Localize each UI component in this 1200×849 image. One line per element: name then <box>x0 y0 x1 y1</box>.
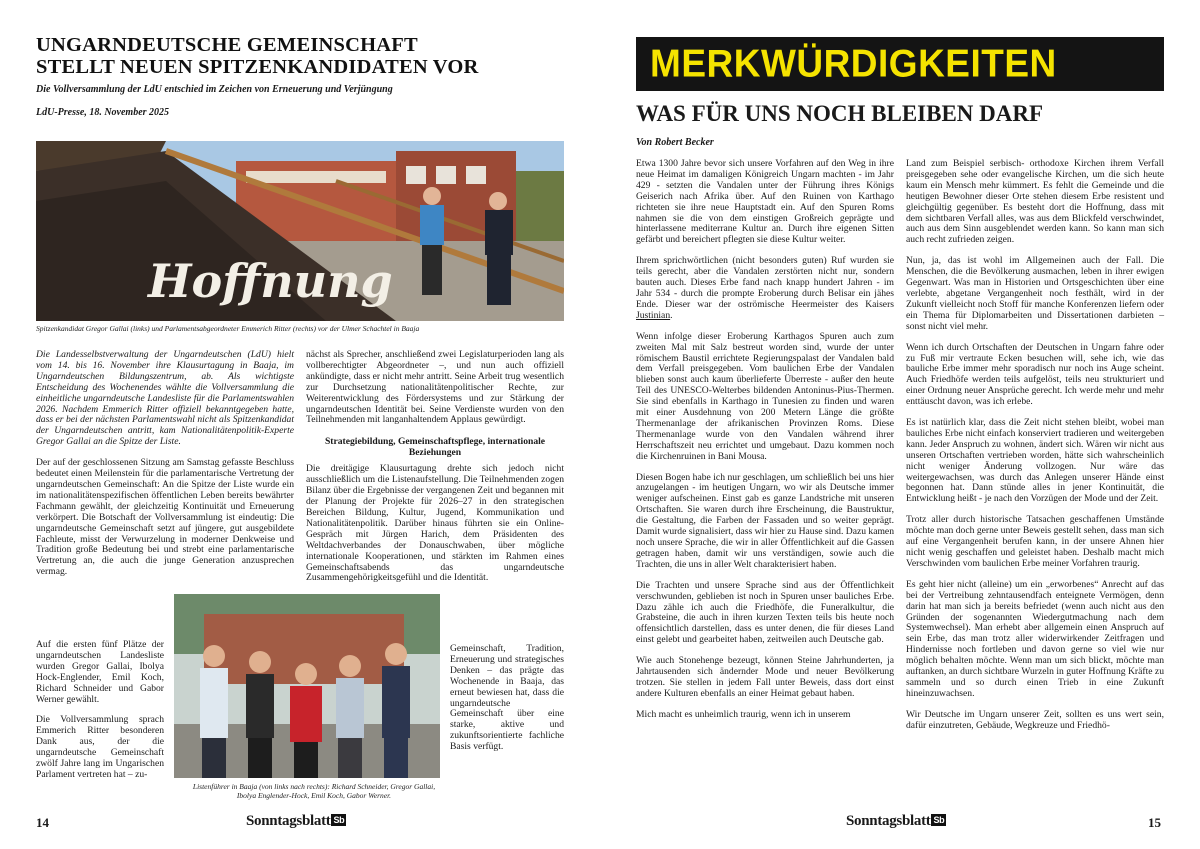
right-brand-badge: Sb <box>933 815 945 825</box>
right-col2-paragraph-4: Es ist natürlich klar, dass die Zeit nicht stehen bleibt, wobei man bauliches Erbe nicht einfach konserviert tradieren und weitergeben kann. Jeder Anspruch zu wohnen, ändert sich. Wären wir nicht aus unseren Ortschaften vertrieben worden, hätte sich wahrscheinlich nicht weniger Änderung vollzogen. Nur wäre das weitergewachsen, was durch das Anlegen unserer Hände einst begonnen hat. Dann stünde alles in jener Kontinuität, die Entwicklung heißt - je nach den Vorzügen der Mode und der Zeit. <box>906 417 1164 505</box>
left-column-1 <box>36 350 294 588</box>
boat-photo-illustration <box>36 141 564 321</box>
left-column-2 <box>306 350 564 624</box>
left-paragraph-2: Der auf der geschlossenen Sitzung am Samstag gefasste Beschluss bedeutet einen Meilenstein für die parlamentarische Vertretung der ungarndeutschen Gemeinschaft: An die Spitze der Liste wurde ein im nationalitätenspezifischen öffentlichen Leben bereits bewährter Fachmann gewählt, der gleichzeitig Kontinuität und Erneuerung verkörpert. Die Botschaft der Vollversammlung ist eindeutig: Die ungarndeutsche Gemeinschaft setzt auf jüngere, gut ausgebildete Fachleute, misst der Verwurzelung in moderner Denkweise und Tradition große Bedeutung bei und strebt eine parlamentarische Vertretung an, die auch die junge Generation anzusprechen vermag. <box>36 457 294 578</box>
right-col1-paragraph-7: Mich macht es unheimlich traurig, wenn ich in unserem <box>636 708 851 720</box>
left-header <box>36 34 564 118</box>
right-brand-logo <box>846 813 946 830</box>
group-photo <box>174 594 440 778</box>
right-col1-paragraph-6: Wie auch Stonehenge bezeugt, können Steine Jahrhunderten, ja Jahrtausenden sich ändernder Mode und neuer Bevölkerung trotzen. Sie stellen in jedem Fall unter Beweis, dass dort einst andere Kulturen ebenfalls an einer Heimat gebaut haben. <box>636 655 894 699</box>
group-photo-caption-line2: Ibolya Englender-Hock, Emil Koch, Gabor Werner. <box>236 791 392 800</box>
left-headline-line1: UNGARNDEUTSCHE GEMEINSCHAFT <box>36 34 418 56</box>
left-paragraph-3: Auf die ersten fünf Plätze der ungarndeutschen Landesliste wurden Gregor Gallai, Ibolya Hock-Englender, Emil Koch, Richard Schneider und Gabor Werner gewählt. <box>36 639 164 705</box>
left-page-number: 14 <box>36 815 49 830</box>
left-subline: Die Vollversammlung der LdU entschied im Zeichen von Erneuerung und Verjüngung <box>36 84 393 95</box>
left-brand-badge: Sb <box>333 815 345 825</box>
section-banner-title: MERKWÜRDIGKEITEN <box>650 41 1057 85</box>
boat-photo <box>36 141 564 321</box>
right-byline: Von Robert Becker <box>636 137 714 148</box>
right-col1-paragraph-2-text: Ihrem sprichwörtlichen (nicht besonders guten) Ruf wurden sie teils gerecht, aber die Vandalen zerstörten nicht nur, sondern bauten auch. Dieses Erbe fand nach knapp hundert Jahren - im Jahr 534 - durch die prompte Eroberung durch Belisar ein jähes Ende. Dieser war der oströmische Heermeister des Kaisers <box>636 255 894 310</box>
right-col2-paragraph-5: Trotz aller durch historische Tatsachen geschaffenen Umstände möchte man doch gerne unter Beweis gestellt sehen, dass man sich auf eine Vergangenheit berufen kann, in der unsere Ahnen hier nicht wenig geschaffen und geleistet haben. Deshalb macht mich Verschwinden vom baulichen Erbe meiner Vorfahren traurig. <box>906 514 1164 569</box>
right-col2-paragraph-3: Wenn ich durch Ortschaften der Deutschen in Ungarn fahre oder zu Fuß mir vertraute Ecken besuchen will, sehe ich, wie das bauliche Erbe immer mehr sporadisch nur noch ins Auge scheint. Auch Friedhöfe werden teils aufgelöst, teils neu strukturiert und einer Ordnung neuer Ansprüche gerecht. Ich werde mehr und mehr enttäuscht davon, was ich erlebe. <box>906 341 1164 408</box>
left-column-1-narrow <box>36 640 164 791</box>
justinian-link[interactable]: Justinian <box>636 309 671 321</box>
left-dateline: LdU-Presse, 18. November 2025 <box>36 107 170 118</box>
right-headline: WAS FÜR UNS NOCH BLEIBEN DARF <box>636 101 1044 126</box>
left-brand-logo <box>246 813 346 830</box>
left-col2-paragraph-1: nächst als Sprecher, anschließend zwei Legislaturperioden lang als vollberechtigter Abgeordneter –, und nun auch offiziell ankündigte, dass er nicht mehr antritt. Seine Arbeit trug wesentlich zur Durchsetzung nationalitätenpolitischer Rechte, zur Weiterentwicklung des Fördersystems und zur Stärkung der ungarndeutschen Identität bei. Seine Verdienste wurden von den Teilnehmenden mit langanhaltendem Applaus gewürdigt. <box>306 349 564 426</box>
left-column-2-narrow <box>450 644 564 763</box>
left-section-heading: Strategiebildung, Gemeinschaftspflege, internationale Beziehungen <box>324 436 546 459</box>
group-photo-illustration <box>174 594 440 778</box>
right-col1-paragraph-3: Wenn infolge dieser Eroberung Karthagos Spuren auch zum zweiten Mal mit Salz bestreut worden sind, wurde der unter römischem Baustil errichtete Regierungspalast der Vandalen bald dem Verfall preisgegeben. Vom baulichen Erbe der Vandalen blieben sonst auch kaum überlieferte Überreste - außer den heute Teil des UNESCO-Welterbes bildenden Antoninus-Pius-Thermen. Sie sind ebenfalls in Karthago in Tunesien zu finden und waren mit einer Ausdehnung von 200 Metern Länge die größte Thermenanlage der afrikanischen Provinzen Roms. Diese Thermenanlage wurde von den Vandalen während ihrer Herrschaftszeit neu errichtet und umgebaut. Dazu kommen noch die Kirchenruinen in Bani Mousa. <box>636 330 894 462</box>
group-photo-caption-line1: Listenführer in Baaja (von links nach rechts): Richard Schneider, Gregor Gallai, <box>192 782 436 791</box>
right-page <box>636 0 1164 849</box>
right-col1-paragraph-4: Diesen Bogen habe ich nur geschlagen, um schließlich bei uns hier anzugelangen - im heutigen Ungarn, wo wir als Deutsche immer weniger aufscheinen. Einst gab es ganze Landstriche mit unseren Ortschaften. Sie waren durch ihre Erscheinung, die Baustruktur, die Gestaltung, die Farben der Fassaden und so weiter geprägt. Damit wurde signalisiert, dass wir hier zu Hause sind. Dazu kamen noch unsere Sprache, die wir in aller Öffentlichkeit auf die Gassen getragen haben, damit wir uns verständigen, sowie auch die Trachten, die uns in aller Welt charakterisiert haben. <box>636 471 894 570</box>
right-col2-paragraph-6: Es geht hier nicht (alleine) um ein „erworbenes“ Anrecht auf das bei der Vertreibung zehntausendfach enteignete Vermögen, denn darin hat man sich ja bereits befriedet (wenn auch nicht aus den Gründen der sogenannten Wiedergutmachung nach dem Systemwechsel). Man erhebt aber allgemein einen Anspruch auf sein Erbe, das man trotz aller widerwirkender Zeitfragen und Hindernisse noch fortleben und davon gerne so viel wie nur möglich behalten möchte. Wenn man um sich blickt, möchte man auftanken, an durch sichtbare Wurzeln in guter Hoffnung Kräfte zu sammeln und so durch einen Trieb in eine Zukunft hineinzuwachsen. <box>906 578 1164 699</box>
group-photo-caption <box>174 782 454 800</box>
boat-lettering: Hoffnung <box>148 254 393 308</box>
right-brand-name: Sonntagsblatt <box>846 813 931 829</box>
right-col1-paragraph-1: Etwa 1300 Jahre bevor sich unsere Vorfahren auf den Weg in ihre neue Heimat im damaligen Königreich Ungarn machten - im Jahr 429 - setzten die Vandalen unter der Führung ihres Königs Geiserich nach Afrika über. Auf den Ruinen von Karthago richteten sie ihre neue Hauptstadt ein. Auf den Spuren Roms nahmen sie die von dem einstigen Großreich geprägte und hinterlassene mediterrane Kultur an. Durch ihre eigenen Sitten gefärbt und bereichert pflegten sie diese Kultur weiter. <box>636 158 894 246</box>
left-page <box>36 0 564 849</box>
left-col2-paragraph-3: Gemeinschaft, Tradition, Erneuerung und strategisches Denken – das prägte das Wochenende in Baaja, das erneut bewiesen hat, dass die ungarndeutsche Gemeinschaft über eine starke, aktive und zukunftsorientierte fachliche Basis verfügt. <box>450 643 564 753</box>
right-col2-paragraph-7: Wir Deutsche im Ungarn unserer Zeit, sollten es uns wert sein, dafür einzutreten, Gebäude, Wegkreuze und Friedhö- <box>906 708 1164 731</box>
left-paragraph-4: Die Vollversammlung sprach Emmerich Ritter besonderen Dank aus, der die ungarndeutsche Gemeinschaft zwölf Jahre lang im Ungarischen Parlament vertreten hat – zu- <box>36 714 164 780</box>
section-banner <box>636 37 1164 91</box>
right-col1-paragraph-2: Ihrem sprichwörtlichen (nicht besonders guten) Ruf wurden sie teils gerecht, aber die Vandalen zerstörten nicht nur, sondern bauten auch. Dieses Erbe fand nach knapp hundert Jahren - im Jahr 534 - durch die prompte Eroberung durch Belisar ein jähes Ende. Dieser war der oströmische Heermeister des Kaisers Justinian. <box>636 255 894 321</box>
boat-photo-caption: Spitzenkandidat Gregor Gallai (links) und Parlamentsabgeordneter Emmerich Ritter (rechts) vor der Ulmer Schachtel in Baaja <box>36 324 420 333</box>
left-brand-name: Sonntagsblatt <box>246 813 331 829</box>
right-col1-paragraph-5: Die Trachten und unsere Sprache sind aus der Öffentlichkeit verschwunden, geblieben ist noch in Spuren unser bauliches Erbe. Dazu zähle ich auch die Friedhöfe, die Funeralkultur, die Grabsteine, die auch in ihren kurzen Texten teils bis heute noch offensichtlich darstellen, dass es unter denen, die für dieses Land einst gelebt und gearbeitet haben, zeitweilen auch Deutsche gab. <box>636 579 894 646</box>
right-column-2 <box>906 159 1164 742</box>
right-column-1 <box>636 159 894 731</box>
right-col2-paragraph-2: Nun, ja, das ist wohl im Allgemeinen auch der Fall. Die Menschen, die die Bevölkerung ausmachen, leben in ihrer ewigen Gegenwart. Was man in Historien und Ortsgeschichten über eine verlebte, abgetane Vergangenheit noch festhält, wird in der Zukunft vielleicht noch Stoff für manche Konferenzen liefern oder ein Thema für Diplomarbeiten und Dissertationen darbieten – sonst nicht viel mehr. <box>906 255 1164 332</box>
right-page-number: 15 <box>1148 815 1161 830</box>
right-col2-paragraph-1: Land zum Beispiel serbisch- orthodoxe Kirchen ihrem Verfall preisgegeben sehe oder evangelische Kirchen, um die sich heute kaum ein Mensch mehr kümmert. Es fehlt die Gemeinde und die heutigen Bewohner dieser Orte stehen diesem Erbe resistent und gleichgültig gegenüber. Es besteht dort die Hoffnung, dass mit dem sichtbaren Verfall alles, was aus dem Blickfeld verschwindet, auch aus dem Sinn ausgeblendet werden kann. So kann man sich auch recht zufrieden zeigen. <box>906 158 1164 246</box>
left-intro-paragraph: Die Landesselbstverwaltung der Ungarndeutschen (LdU) hielt vom 14. bis 16. November ihre Klausurtagung in Baaja, im Ungarndeutschen Bildungszentrum, ab. Als wichtigste Entscheidung des Wochenendes wählte die Vollversammlung die einheitliche ungarndeutsche Landesliste für die Parlamentswahlen 2026. Nachdem Emmerich Ritter offiziell bekanntgegeben hatte, dass er bei der nächsten Parlamentswahl nicht als Spitzenkandidat der Ungarndeutschen antritt, kam Nationalitätenpolitik-Experte Gregor Gallai an die Spitze der Liste. <box>36 349 294 448</box>
left-col2-paragraph-2: Die dreitägige Klausurtagung drehte sich jedoch nicht ausschließlich um die Listenaufstellung. Die Teilnehmenden zogen Bilanz über die Ergebnisse der vergangenen Zeit und begannen mit der Planung der Projekte für 2026–27 in den strategischen Bereichen Bildung, Kultur, Jugend, Kommunikation und Nationalitätenpolitik. Darüber hinaus führten sie ein Online-Gespräch mit Jürgen Harich, dem Präsidenten des Weltdachverbandes der Donauschwaben, über mögliche internationale Kooperationen, und stärkten im Rahmen eines Gemeinschaftsabends das ungarndeutsche Zusammengehörigkeitsgefühl und die Identität. <box>306 464 564 584</box>
left-headline-line2: STELLT NEUEN SPITZENKANDIDATEN VOR <box>36 56 479 78</box>
